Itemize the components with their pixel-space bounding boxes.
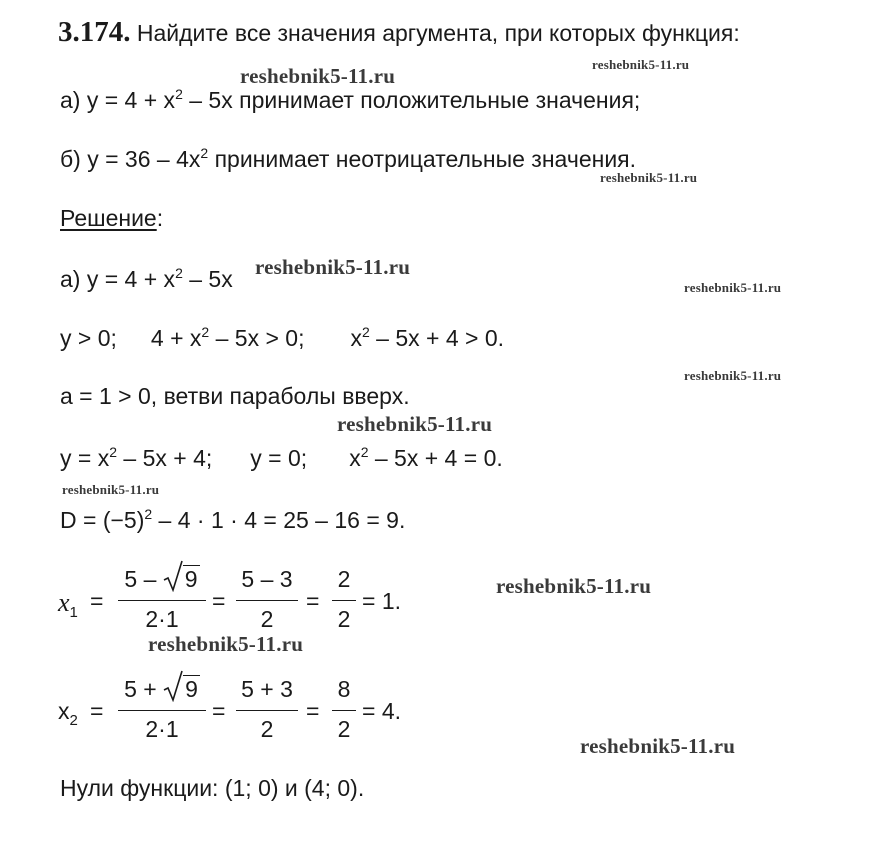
problem-title (58, 18, 740, 47)
inequality-line: y > 0; $4 + x^2 - 5x > 0$; $x^2 - 5x + 4 > 0$. (60, 324, 505, 351)
sqrt-icon (163, 670, 183, 702)
watermark: reshebnik5-11.ru (684, 280, 782, 295)
watermark: reshebnik5-11.ru (580, 734, 736, 758)
watermark: reshebnik5-11.ru (337, 412, 493, 436)
part-a-function: а) $y = 4 + x^2 - 5x$ (60, 265, 233, 292)
function-zeros: Нули функции: (1; 0) и (4; 0). (60, 775, 365, 801)
watermark: reshebnik5-11.ru (600, 170, 698, 185)
equation-line: $y = x^2 - 5x + 4$; y = 0; $x^2 - 5x + 4 = 0$. (60, 444, 503, 471)
sqrt-icon (163, 560, 183, 592)
solution-heading: Решение: (60, 205, 164, 231)
problem-statement: Найдите все значения аргумента, при которых функция: (136, 20, 740, 46)
watermark: reshebnik5-11.ru (496, 574, 652, 598)
root-x1-equation: $x_1$ = 5 – 9 2·1 = 5 – 3 2 = 2 2 = 1. (58, 566, 478, 646)
root-x2-equation: $x_2$ = 5 + 9 2·1 = 5 + 3 2 = 8 2 = 4. (58, 676, 478, 756)
watermark: reshebnik5-11.ru (240, 64, 396, 88)
part-a-statement: а) $y = 4 + x^2 - 5x$ принимает положительные значения; (60, 86, 641, 113)
watermark: reshebnik5-11.ru (255, 255, 411, 279)
watermark: reshebnik5-11.ru (684, 368, 782, 383)
part-b-statement: б) $y = 36 - 4x^2$ принимает неотрицательные значения. (60, 145, 637, 172)
discriminant-line: $D = (-5)^2 - 4 \cdot 1 \cdot 4 = 25 - 16 = 9$. (60, 506, 406, 533)
branches-line: a = 1 > 0, ветви параболы вверх. (60, 383, 410, 409)
problem-number: 3.174. (58, 16, 131, 48)
watermark: reshebnik5-11.ru (148, 632, 304, 656)
watermark: reshebnik5-11.ru (62, 482, 160, 497)
watermark: reshebnik5-11.ru (592, 57, 690, 72)
